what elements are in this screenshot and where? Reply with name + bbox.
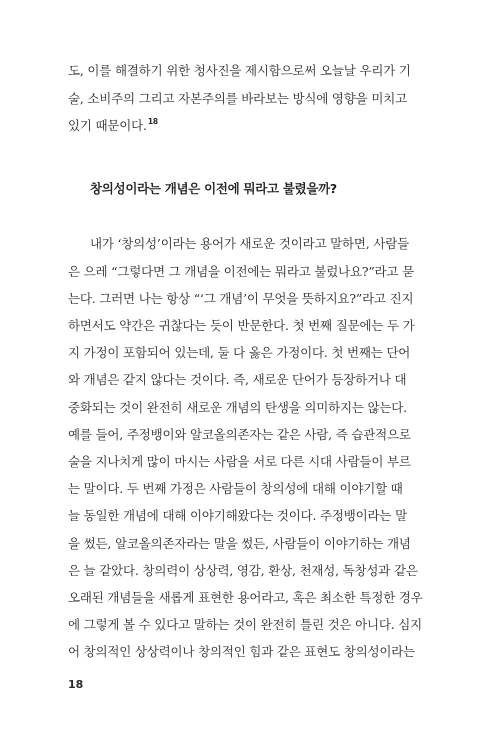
intro-line-3 (68, 118, 398, 134)
paragraph-line-5: 지 가정이 포함되어 있는데, 둘 다 옳은 가정이다. 첫 번째는 단어 (68, 345, 411, 360)
paragraph-line-10: 는 말이다. 두 번째 가정은 사람들이 창의성에 대해 이야기할 때 (68, 481, 403, 496)
intro-line-3-text: 있기 때문이다. (68, 118, 147, 133)
intro-line-1: 도, 이를 해결하기 위한 청사진을 제시함으로써 오늘날 우리가 기 (68, 63, 411, 78)
paragraph-line-11: 늘 동일한 개념에 대해 이야기해왔다는 것이다. 주정뱅이라는 말 (68, 508, 407, 523)
paragraph-line-1: 내가 ‘창의성’이라는 용어가 새로운 것이라고 말하면, 사람들 (90, 236, 409, 251)
paragraph-line-13: 은 늘 같았다. 창의력이 상상력, 영감, 환상, 천재성, 독창성과 같은 (68, 563, 418, 578)
footnote-marker: 18 (147, 117, 158, 126)
paragraph-line-3: 는다. 그러면 나는 항상 “‘그 개념’이 무엇을 뜻하지요?”라고 진지 (68, 291, 414, 306)
paragraph-line-4: 하면서도 약간은 귀찮다는 듯이 반문한다. 첫 번째 질문에는 두 가 (68, 318, 415, 333)
paragraph-line-16: 어 창의적인 상상력이나 창의적인 힘과 같은 표현도 창의성이라는 (68, 644, 416, 659)
page-number: 18 (68, 678, 84, 691)
paragraph-line-2: 은 으레 “그렇다면 그 개념을 이전에는 뭐라고 불렀나요?”라고 묻 (68, 264, 414, 279)
paragraph-line-15: 에 그렇게 볼 수 있다고 말하는 것이 완전히 틀린 것은 아니다. 심지 (68, 617, 423, 632)
paragraph-line-6: 와 개념은 같지 않다는 것이다. 즉, 새로운 단어가 등장하거나 대 (68, 372, 407, 387)
paragraph-line-14: 오래된 개념들을 새롭게 표현한 용어라고, 혹은 최소한 특정한 경우 (68, 590, 423, 605)
paragraph-line-7: 중화되는 것이 완전히 새로운 개념의 탄생을 의미하지는 않는다. (68, 400, 407, 415)
section-heading: 창의성이라는 개념은 이전에 뭐라고 불렸을까? (90, 181, 337, 196)
paragraph-line-8: 예를 들어, 주정뱅이와 알코올의존자는 같은 사람, 즉 습관적으로 (68, 427, 411, 442)
paragraph-line-12: 을 썼든, 알코올의존자라는 말을 썼든, 사람들이 이야기하는 개념 (68, 536, 411, 551)
intro-line-2: 술, 소비주의 그리고 자본주의를 바라보는 방식에 영향을 미치고 (68, 91, 407, 106)
paragraph-line-9: 술을 지나치게 많이 마시는 사람을 서로 다른 시대 사람들이 부르 (68, 454, 411, 469)
